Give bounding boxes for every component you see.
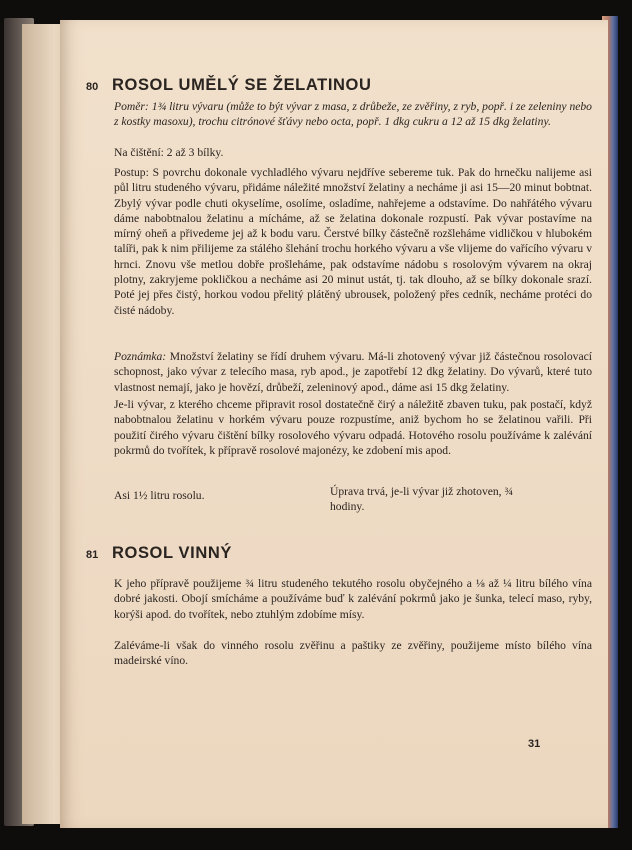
page-number: 31 bbox=[528, 738, 541, 750]
recipe-number: 80 bbox=[86, 81, 99, 93]
recipe-80-yield: Asi 1½ litru rosolu. bbox=[114, 489, 205, 502]
recipe-80-method bbox=[114, 165, 592, 318]
recipe-81-paragraph-2: Zaléváme-li však do vinného rosolu zvěřinu a paštiky ze zvěřiny, použijeme místo bílého vína madeirské víno. bbox=[114, 639, 592, 668]
method-text: S povrchu dokonale vychladlého vývaru nejdříve sebereme tuk. Pak do hrnečku nalijeme asi půl litru studeného vývaru, přidáme náležité množství želatiny a necháme ji asi 15—20 minut bobtnat. Zbylý vývar podle chuti okyselíme, osolíme, osladíme, nahřejeme a odstavíme. Do nahřátého vývaru dáme nabobtnalou želatinu a mícháme, až se želatina dokonale rozpustí. Pak vývar postavíme na mírný oheň a přivedeme jej až k bodu varu. Čerstvé bílky částečně rozšleháme vidličkou v hlubokém talíři, pak k nim přilijeme za stálého šlehání trochu horkého vývaru a vše vlijeme do vařícího vývaru v hrnci. Znovu vše metlou dobře prošleháme, pak odstavíme nádobu s rosolovým vývarem na okraj plotny, zakryjeme pokličkou a necháme asi 20 minut ustát, tj. tak dlouho, až se bílky dokonale srazí. Poté jej přes čistý, horkou vodou přelitý plátěný ubrousek, položený přes cedník, necháme protéci do čisté nádoby. bbox=[114, 166, 592, 317]
recipe-80-ratio bbox=[114, 99, 592, 130]
recipe-81-paragraph-1: K jeho přípravě použijeme ¾ litru studeného tekutého rosolu obyčejného a ⅛ až ¼ litru bílého vína dobré jakosti. Obojí smícháme a používáme buď k zalévání pokrmů jako je šunka, telecí maso, ryby, korýši apod. do tvořítek, nebo ztuhlým zdobíme mísy. bbox=[114, 577, 592, 621]
recipe-80-note-2: Je-li vývar, z kterého chceme připravit rosol dostatečně čirý a náležitě zbaven tuku, pak postačí, když nabobtnalou želatinu v horkém vývaru pouze rozpustíme, aniž bychom ho se želatinou vařili. Při použití čirého vývaru čištění bílky rosolového vývaru odpadá. Hotového rosolu používáme k zalévání pokrmů do tvořítek, k přípravě rosolové majonézy, ke zdobení mis apod. bbox=[114, 398, 592, 457]
note-label: Poznámka: bbox=[114, 350, 167, 363]
method-label: Postup: bbox=[114, 166, 149, 179]
recipe-title: ROSOL UMĚLÝ SE ŽELATINOU bbox=[112, 76, 372, 94]
book-page bbox=[60, 20, 608, 828]
note-text: Množství želatiny se řídí druhem vývaru. Má-li zhotovený vývar již částečnou rosolovací schopnost, jako vývar z telecího masa, ryb apod., je zapotřebí 12 dkg želatiny. Do vývarů, které tuto vlastnost nemají, jako je hovězí, drůbeží, zeleninový apod., dáme asi 15 dkg želatiny. bbox=[114, 350, 592, 394]
recipe-80-clarify: Na čištění: 2 až 3 bílky. bbox=[114, 146, 224, 159]
ratio-text: 1¾ litru vývaru (může to být vývar z masa, z drůbeže, ze zvěřiny, z ryb, popř. i ze zeleniny nebo z kostky masoxu), trochu citrónové šťávy nebo octa, popř. 1 dkg cukru a 12 až 15 dkg želatiny. bbox=[114, 100, 592, 129]
recipe-number: 81 bbox=[86, 549, 99, 561]
recipe-title: ROSOL VINNÝ bbox=[112, 544, 232, 562]
recipe-80-heading bbox=[86, 76, 371, 95]
recipe-81-heading bbox=[86, 544, 232, 563]
ratio-label: Poměr: bbox=[114, 100, 149, 113]
recipe-80-note bbox=[114, 349, 592, 395]
recipe-80-time: Úprava trvá, je-li vývar již zhotoven, ¾ hodiny. bbox=[330, 485, 514, 513]
